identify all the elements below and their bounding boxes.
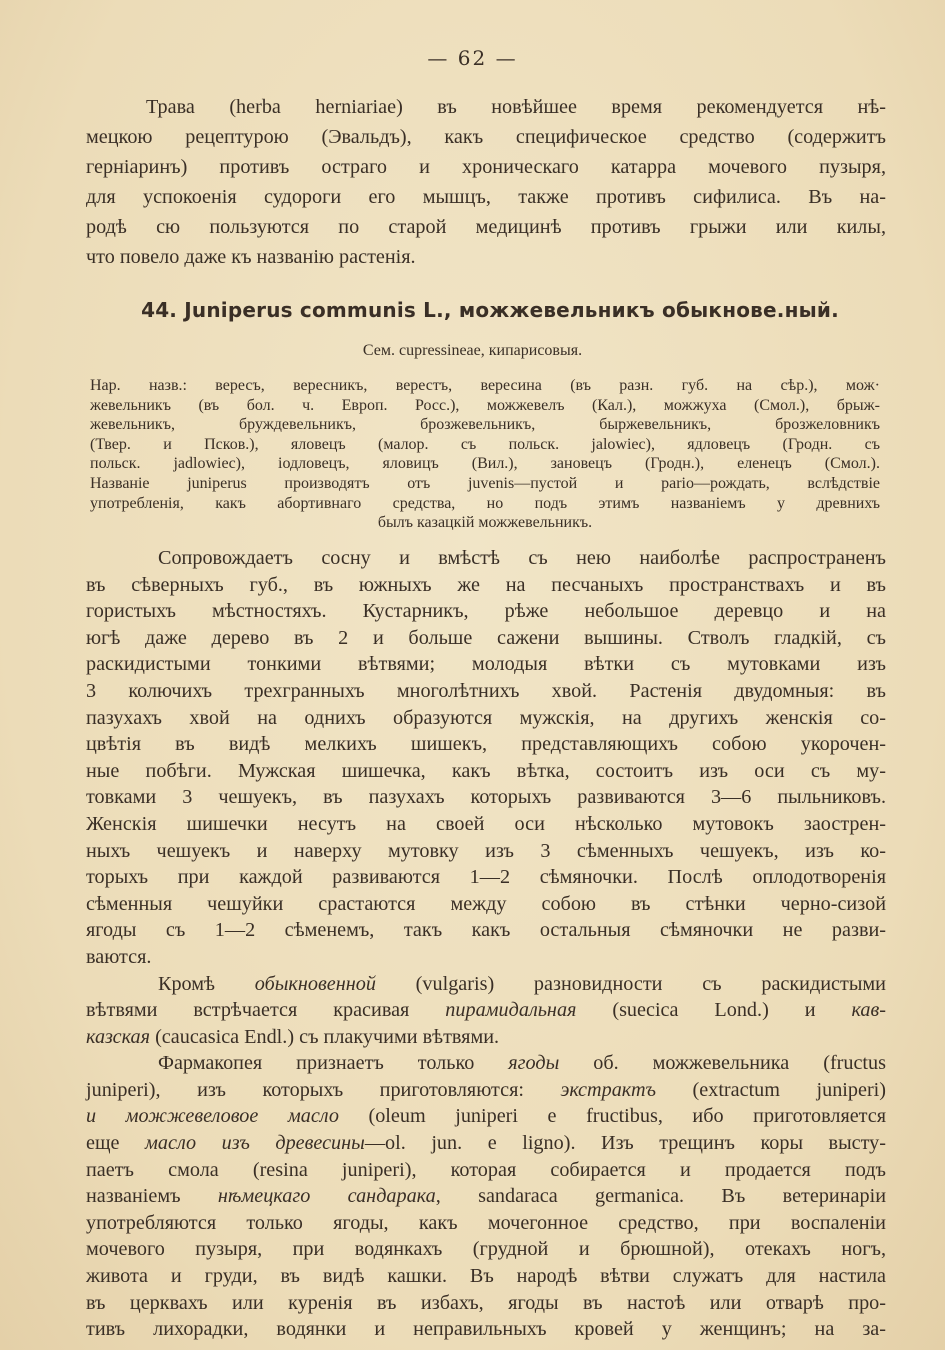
text-line: для успокоенія судороги его мышцъ, также противъ сифилиса. Въ на- bbox=[86, 186, 886, 208]
text-run: Фармакопея признаетъ только bbox=[158, 1052, 509, 1075]
text-line: жевельникъ, бруждевельникъ, брозжевельникъ, быржевельникъ, брозжеловникъ bbox=[90, 416, 880, 434]
text-run: (suecica Lond.) и bbox=[576, 999, 852, 1022]
italic-term: масло изъ древесины bbox=[145, 1132, 365, 1155]
text-line: жевельникъ (въ бол. ч. Европ. Росс.), можжевелъ (Кал.), можжуха (Смол.), брыж- bbox=[90, 396, 880, 414]
text-line: торыхъ при каждой развиваются 1—2 сѣмяночки. Послѣ оплодотворенія bbox=[86, 866, 886, 889]
intro-paragraph bbox=[86, 92, 886, 272]
text-line: родѣ сю пользуются по старой медицинѣ противъ грыжи или килы, bbox=[86, 216, 886, 238]
italic-term: нѣмецкаго сандарака bbox=[217, 1185, 436, 1208]
text-line: что повело даже къ названію растенія. bbox=[86, 246, 416, 268]
text-run: —ol. jun. e ligno). Изъ трещинъ коры высту- bbox=[364, 1132, 886, 1155]
text-line bbox=[86, 1077, 886, 1104]
paragraph-varieties bbox=[86, 971, 886, 1051]
text-run: juniperi), изъ которыхъ приготовляются: bbox=[86, 1078, 561, 1101]
text-line: тивъ лихорадки, водянки и неправильныхъ кровей у женщинъ; на за- bbox=[86, 1318, 886, 1341]
text-line: въ сѣверныхъ губ., въ южныхъ же на песчаныхъ пространствахъ и въ bbox=[86, 573, 886, 596]
text-line: 3 колючихъ трехгранныхъ многолѣтнихъ хвой. Растенія двудомныя: въ bbox=[86, 679, 886, 702]
text-line bbox=[86, 1130, 886, 1157]
text-line: Трава (herba herniariae) въ новѣйшее время рекомендуется нѣ- bbox=[146, 96, 886, 118]
text-line: употребляются только ягоды, какъ мочегонное средство, при воспаленіи bbox=[86, 1211, 886, 1234]
text-line: мецкою рецептурою (Эвальдъ), какъ специфическое средство (содержитъ bbox=[86, 126, 886, 148]
text-line: ягоды съ 1—2 сѣменемъ, такъ какъ остальныя сѣмяночки не разви- bbox=[86, 919, 886, 942]
italic-term: казская bbox=[86, 1025, 151, 1048]
text-line: мочевого пузыря, при водянкахъ (грудной и брюшной), отекахъ ногъ, bbox=[86, 1238, 886, 1261]
text-run: (oleum juniperi e fructibus, ибо приготовляется bbox=[338, 1105, 887, 1128]
text-run: еще bbox=[86, 1132, 146, 1155]
text-line: ныхъ чешуекъ и наверху мутовку изъ 3 сѣменныхъ чешуекъ, изъ ко- bbox=[86, 839, 886, 862]
text-line: гористыхъ мѣстностяхъ. Кустарникъ, рѣже небольшое деревцо и на bbox=[86, 600, 886, 623]
text-line: Нар. назв.: вересъ, вересникъ, верестъ, вересина (въ разн. губ. на сѣр.), мож· bbox=[90, 377, 880, 394]
text-line bbox=[86, 1103, 886, 1130]
text-run: Кромѣ bbox=[158, 972, 255, 995]
text-line: пазухахъ хвой на однихъ образуются мужскія, на другихъ женскія со- bbox=[86, 706, 886, 729]
text-run: (extractum juniperi) bbox=[656, 1078, 886, 1101]
text-line bbox=[86, 1183, 886, 1210]
text-line: живота и груди, въ видѣ кашки. Въ народѣ вѣтви служатъ для настила bbox=[86, 1265, 886, 1288]
text-line: въ церквахъ или куренія въ избахъ, ягоды въ настоѣ или отварѣ про- bbox=[86, 1291, 886, 1314]
text-line: раскидистыми тонкими вѣтвями; молодыя вѣтки съ мутовками изъ bbox=[86, 653, 886, 676]
text-line: былъ казацкій можжевельникъ. bbox=[377, 514, 593, 532]
italic-term: пирамидальная bbox=[445, 999, 577, 1022]
paragraph-pharmacopoeia bbox=[86, 1050, 886, 1343]
text-run: названіемъ bbox=[86, 1185, 218, 1208]
text-run: (vulgaris) разновидности съ раскидистыми bbox=[375, 972, 886, 995]
italic-term: ягоды bbox=[508, 1052, 560, 1075]
italic-term: кав- bbox=[851, 999, 887, 1022]
text-line: польск. jadlowiec), іодловецъ, яловицъ (Вил.), зановецъ (Гродн.), еленецъ (Смол.). bbox=[90, 455, 880, 473]
text-line: югѣ даже дерево въ 2 и больше сажени вышины. Стволъ гладкій, съ bbox=[86, 626, 886, 649]
text-line: товками 3 чешуекъ, въ пазухахъ которыхъ развиваются 3—6 пыльниковъ. bbox=[86, 786, 886, 809]
text-run: об. можжевельника (fructus bbox=[559, 1052, 886, 1075]
main-text bbox=[86, 545, 886, 1343]
text-line: Названіе juniperus производятъ отъ juvenis—пустой и pario—рождать, вслѣдствіе bbox=[90, 474, 880, 492]
text-line bbox=[86, 971, 886, 998]
text-run: (caucasica Endl.) съ плакучими вѣтвями. bbox=[150, 1025, 500, 1048]
text-line: Женскія шишечки несутъ на своей оси нѣсколько мутовокъ заострен- bbox=[86, 812, 886, 835]
italic-term: экстрактъ bbox=[560, 1078, 657, 1101]
text-line bbox=[86, 1024, 886, 1051]
text-line: паетъ смола (resina juniperi), которая собирается и продается подъ bbox=[86, 1158, 886, 1181]
family-subtitle: Сем. cupressineae, кипарисовыя. bbox=[362, 342, 583, 359]
page-number: — 62 — bbox=[427, 46, 518, 70]
text-run: вѣтвями встрѣчается красивая bbox=[86, 999, 446, 1022]
section-heading: 44. Juniperus communis L., можжевельникъ обыкнове.ный. bbox=[141, 298, 839, 322]
text-line: (Твер. и Псков.), яловецъ (малор. съ польск. jalowiec), ядловецъ (Гродн. съ bbox=[90, 435, 880, 453]
text-line: Сопровождаетъ сосну и вмѣстѣ съ нею наиболѣе распространенъ bbox=[158, 547, 886, 569]
italic-term: обыкновенной bbox=[254, 972, 376, 995]
text-run: , sandaraca germanica. Въ ветеринаріи bbox=[435, 1185, 886, 1208]
text-line bbox=[86, 997, 886, 1024]
text-line bbox=[86, 1050, 886, 1077]
text-line: герніаринъ) противъ остраго и хроническаго катарра мочевого пузыря, bbox=[86, 156, 886, 178]
text-line: ваются. bbox=[86, 945, 152, 968]
text-line: употребленія, какъ абортивнаго средства, но подъ этимъ названіемъ у древнихъ bbox=[90, 494, 880, 512]
paragraph-distribution bbox=[86, 545, 886, 971]
folk-names-block bbox=[90, 376, 880, 533]
text-line: сѣменныя чешуйки срастаются между собою въ стѣнки черно-сизой bbox=[86, 892, 886, 915]
text-line: ные побѣги. Мужская шишечка, какъ вѣтка, состоитъ изъ оси съ му- bbox=[86, 759, 886, 782]
italic-term: и можжевеловое масло bbox=[86, 1105, 339, 1128]
text-line: цвѣтія въ видѣ мелкихъ шишекъ, представляющихъ собою укорочен- bbox=[86, 733, 886, 756]
